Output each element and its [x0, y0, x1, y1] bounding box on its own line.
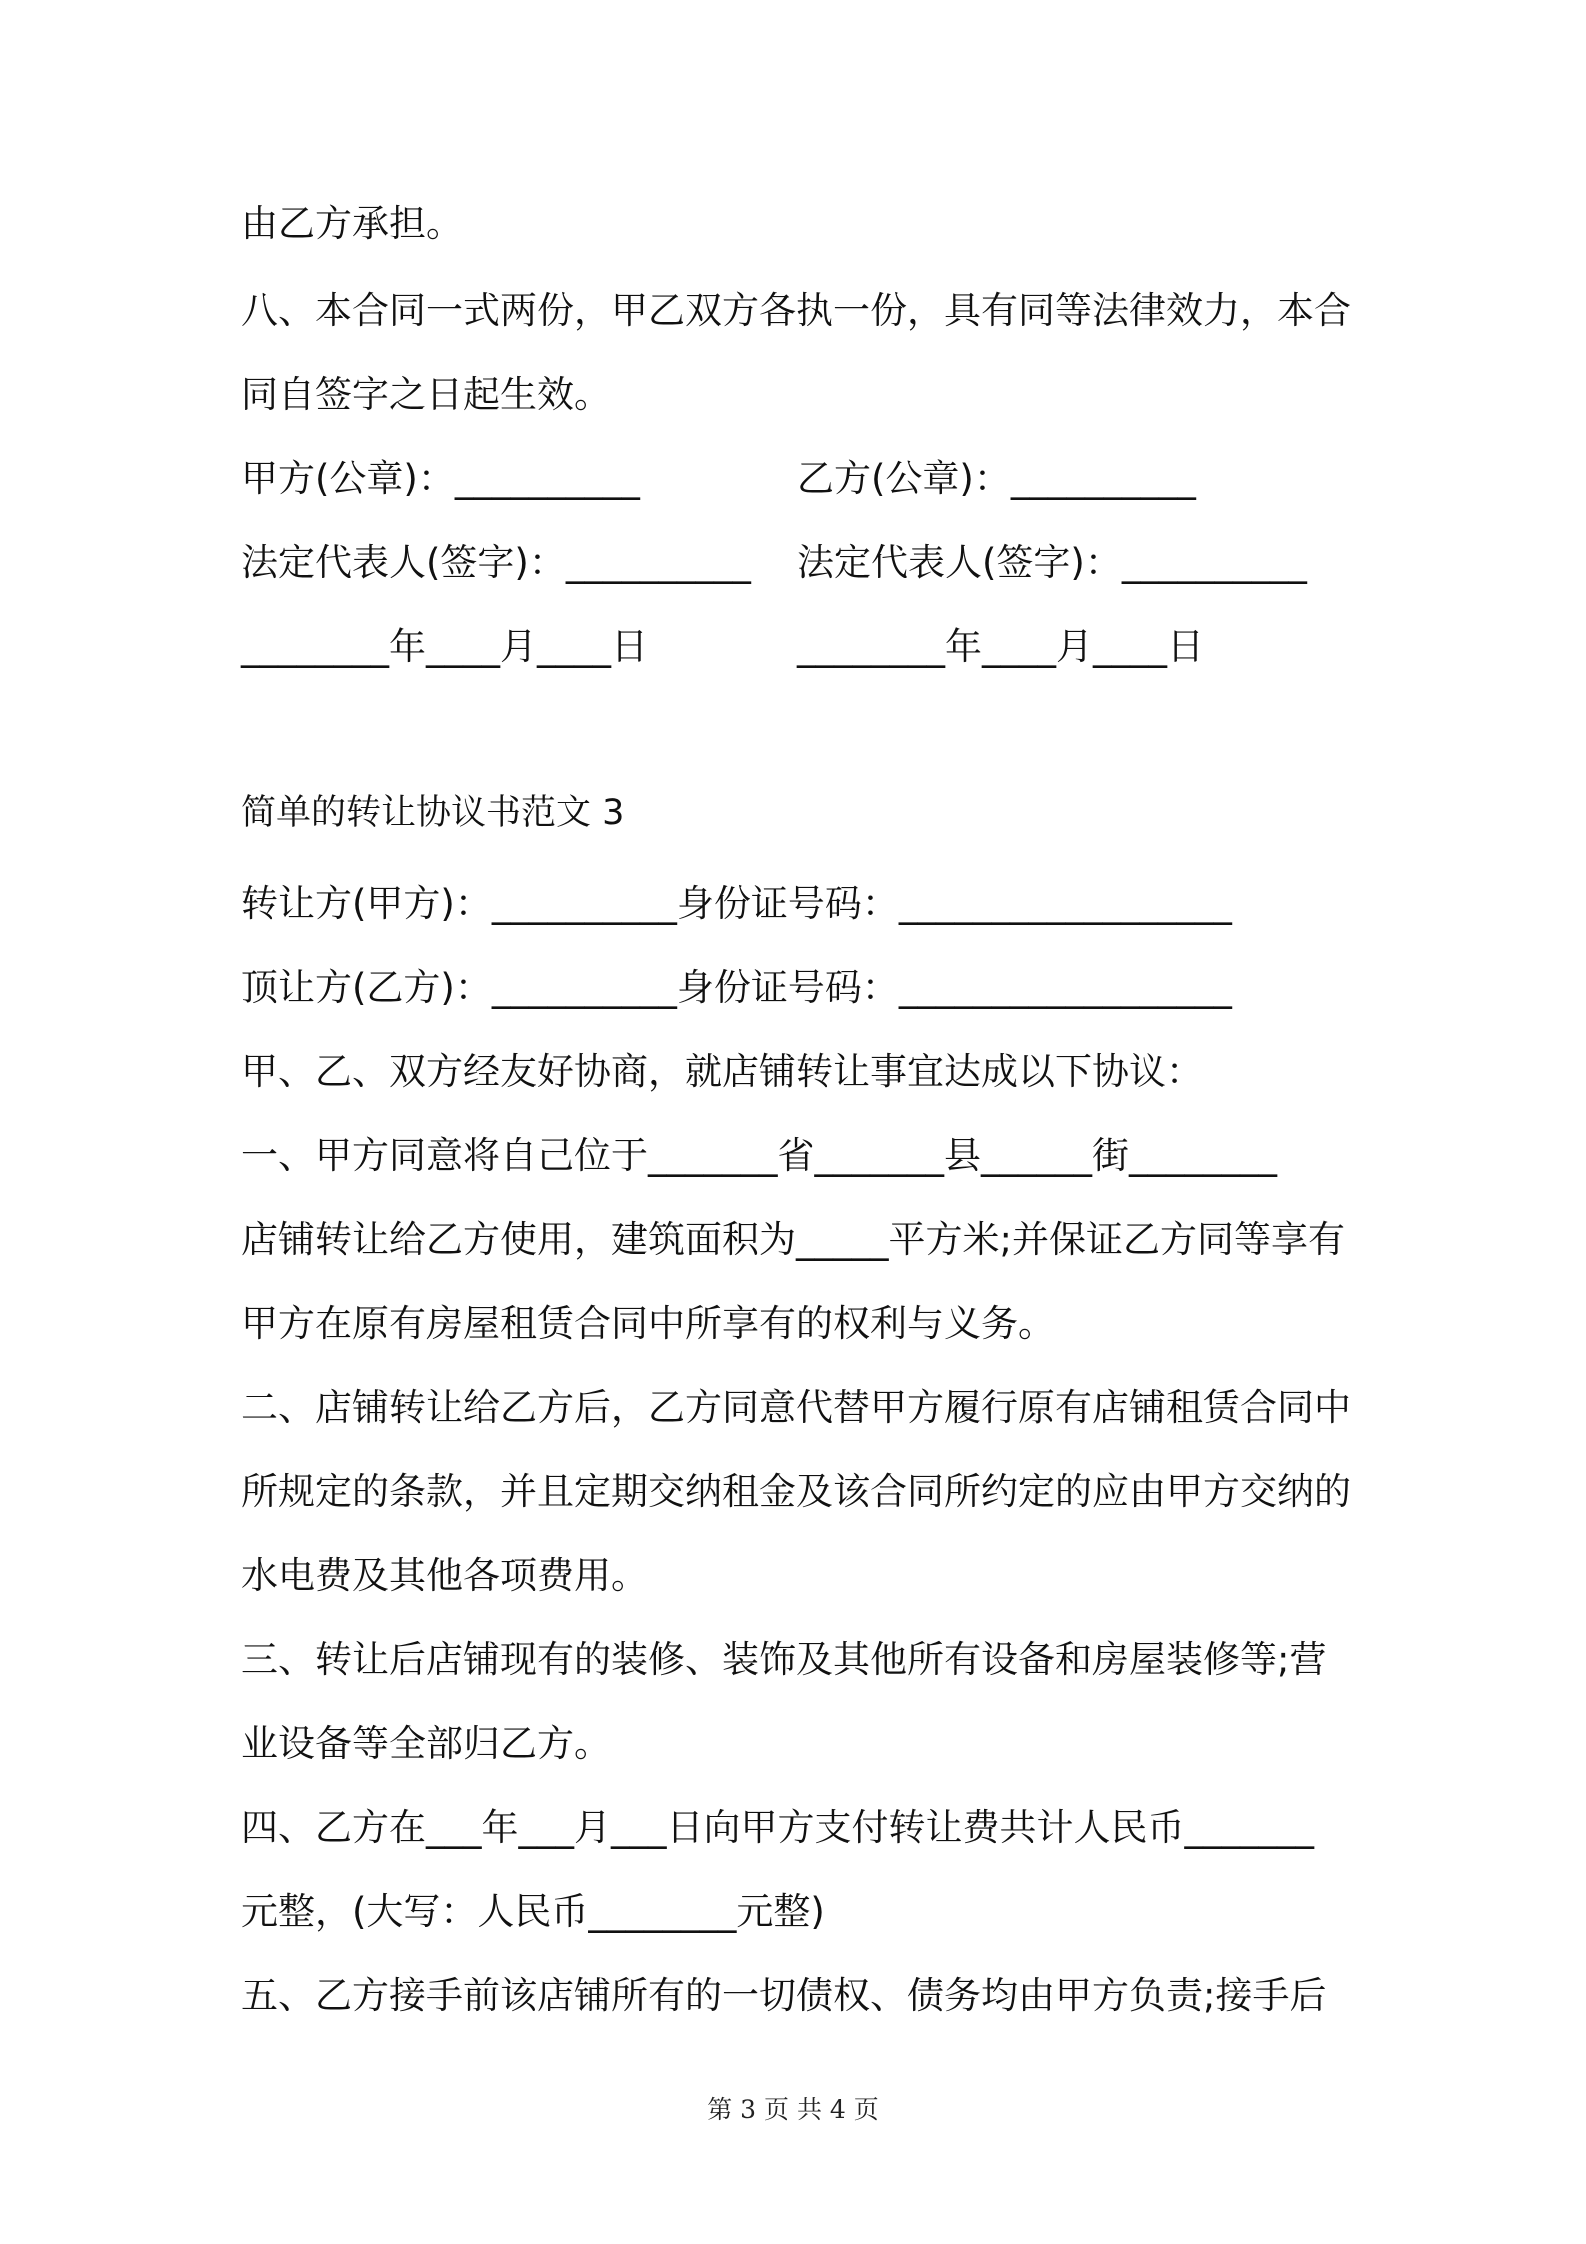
section-heading: 简单的转让协议书范文 3 [241, 793, 625, 833]
party-a-representative-field: 法定代表人(签字)：__________ [241, 541, 751, 584]
clause-4-line: 元整，(大写：人民币________元整) [241, 1890, 825, 1933]
paragraph-line: 八、本合同一式两份，甲乙双方各执一份，具有同等法律效力，本合 [241, 289, 1351, 332]
clause-3-line: 业设备等全部归乙方。 [241, 1722, 611, 1765]
party-a-seal-field: 甲方(公章)：__________ [241, 457, 640, 500]
clause-5-line: 五、乙方接手前该店铺所有的一切债权、债务均由甲方负责;接手后 [241, 1974, 1327, 2017]
party-a-date-field: ________年____月____日 [241, 625, 648, 668]
party-b-seal-field: 乙方(公章)：__________ [797, 457, 1196, 500]
party-b-date-field: ________年____月____日 [797, 625, 1204, 668]
clause-3-line: 三、转让后店铺现有的装修、装饰及其他所有设备和房屋装修等;营 [241, 1638, 1327, 1681]
party-b-representative-field: 法定代表人(签字)：__________ [797, 541, 1307, 584]
clause-4-line: 四、乙方在___年___月___日向甲方支付转让费共计人民币_______ [241, 1806, 1314, 1849]
transferor-line: 转让方(甲方)：__________身份证号码：__________________ [241, 882, 1232, 925]
clause-2-line: 水电费及其他各项费用。 [241, 1554, 648, 1597]
clause-1-line: 一、甲方同意将自己位于_______省_______县______街________ [241, 1134, 1277, 1177]
clause-2-line: 所规定的条款，并且定期交纳租金及该合同所约定的应由甲方交纳的 [241, 1470, 1351, 1513]
clause-2-line: 二、店铺转让给乙方后，乙方同意代替甲方履行原有店铺租赁合同中 [241, 1386, 1351, 1429]
page-number-footer: 第 3 页 共 4 页 [707, 2095, 879, 2124]
paragraph-line: 由乙方承担。 [241, 202, 463, 245]
paragraph-line: 甲、乙、双方经友好协商，就店铺转让事宜达成以下协议： [241, 1050, 1203, 1093]
clause-1-line: 甲方在原有房屋租赁合同中所享有的权利与义务。 [241, 1302, 1055, 1345]
paragraph-line: 同自签字之日起生效。 [241, 373, 611, 416]
clause-1-line: 店铺转让给乙方使用，建筑面积为_____平方米;并保证乙方同等享有 [241, 1218, 1345, 1261]
transferee-line: 顶让方(乙方)：__________身份证号码：__________________ [241, 966, 1232, 1009]
